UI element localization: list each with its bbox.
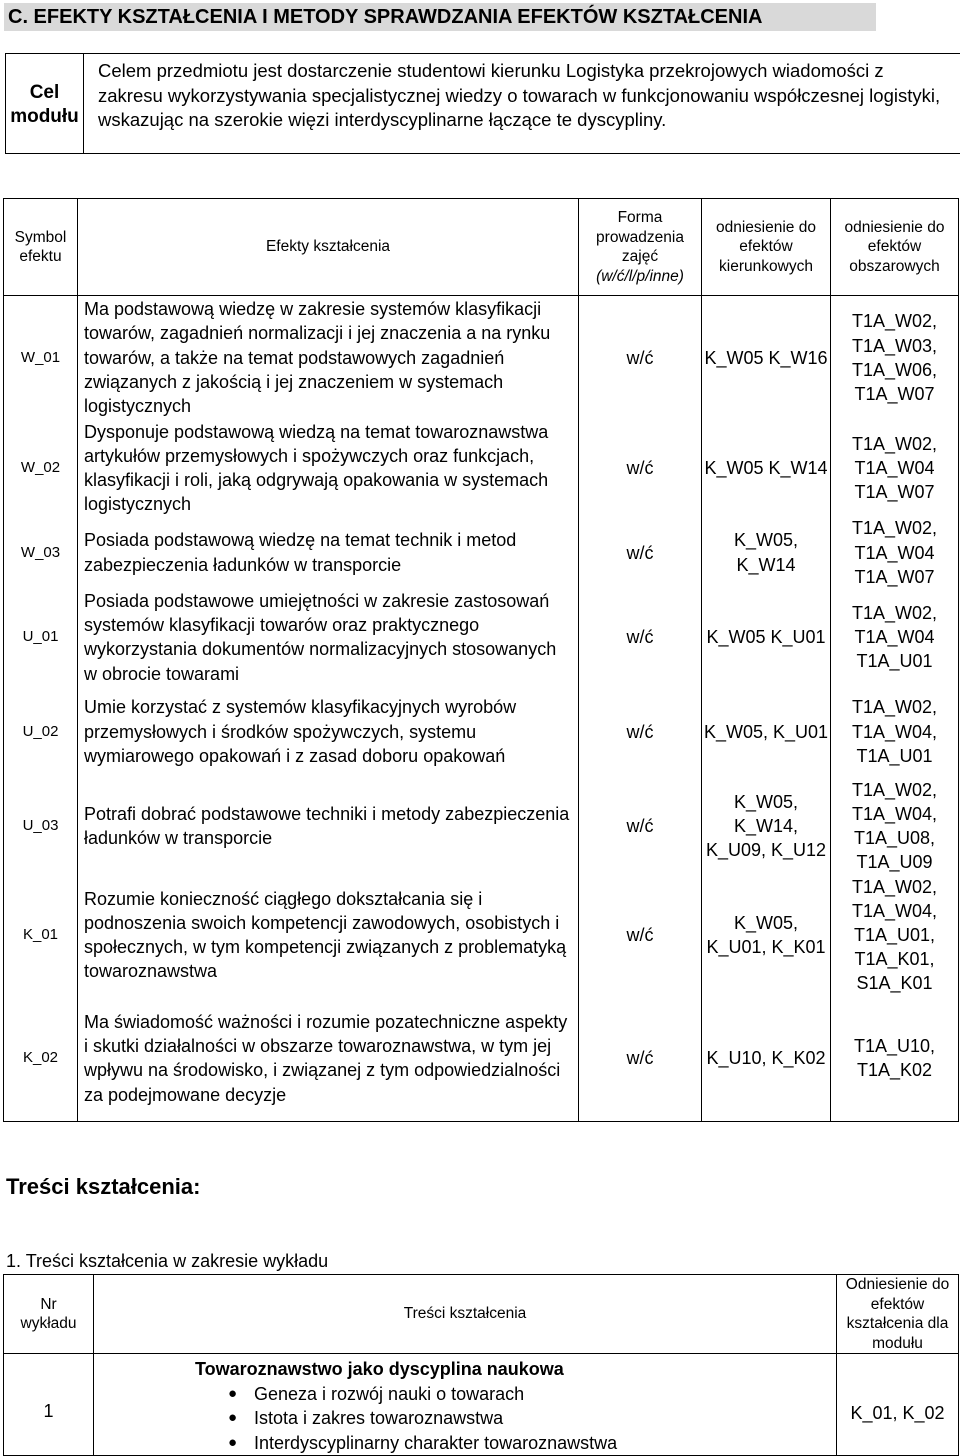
header-form-label: Forma prowadzenia zajęć <box>579 208 701 267</box>
effect-obszarowe-ref: T1A_W02, T1A_W04, T1A_U08, T1A_U09 <box>831 778 959 875</box>
effect-obszarowe-ref: T1A_U10, T1A_K02 <box>831 996 959 1122</box>
effect-row <box>4 420 959 517</box>
effect-form: w/ć <box>579 875 702 996</box>
effect-row <box>4 996 959 1122</box>
effect-kierunkowe-ref: K_W05 K_W16 <box>702 296 831 420</box>
effect-kierunkowe-ref: K_W05, K_U01, K_K01 <box>702 875 831 996</box>
lecture-title: Towaroznawstwo jako dyscyplina naukowa <box>94 1354 836 1382</box>
effect-symbol: U_03 <box>4 778 78 875</box>
effect-symbol: K_02 <box>4 996 78 1122</box>
lecture-content-table <box>3 1274 959 1456</box>
effect-obszarowe-ref: T1A_W02, T1A_W03, T1A_W06, T1A_W07 <box>831 296 959 420</box>
effect-form: w/ć <box>579 420 702 517</box>
lecture-content-body <box>4 1354 959 1456</box>
effect-symbol: K_01 <box>4 875 78 996</box>
effect-kierunkowe-ref: K_W05 K_U01 <box>702 589 831 686</box>
effect-description: Ma świadomość ważności i rozumie pozatechniczne aspekty i skutki działalności w obszarze towaroznawstwa, w tym jej wpływu na środowisko, i związanej z tym odpowiedzialności za podejmowane decyzje <box>78 996 579 1122</box>
header-lecture-odn: Odniesienie do efektów kształcenia dla modułu <box>837 1275 959 1354</box>
effect-form: w/ć <box>579 686 702 778</box>
effect-description: Posiada podstawową wiedzę na temat technik i metod zabezpieczenia ładunków w transporcie <box>78 516 579 589</box>
effect-symbol: U_01 <box>4 589 78 686</box>
effect-symbol: W_01 <box>4 296 78 420</box>
module-goal-text: Celem przedmiotu jest dostarczenie studentowi kierunku Logistyka przekrojowych wiadomości z zakresu wykorzystywania specjalistycznej wiedzy o towarach w funkcjonowaniu współczesnej logistyki, wskazując na szerokie więzi interdyscyplinarne łączące te dyscypliny. <box>84 54 960 154</box>
lecture-effects-ref: K_01, K_02 <box>837 1354 959 1456</box>
effect-description: Umie korzystać z systemów klasyfikacyjnych wyrobów przemysłowych i środków spożywczych, systemu wymiarowego opakowań i z zasad doboru opakowań <box>78 686 579 778</box>
header-form <box>579 199 702 296</box>
module-goal-table <box>5 53 960 154</box>
lecture-number: 1 <box>4 1354 94 1456</box>
lecture-topic-item: ● Interdyscyplinarny charakter towaroznawstwa <box>94 1431 836 1456</box>
effect-kierunkowe-ref: K_U10, K_K02 <box>702 996 831 1122</box>
effect-row <box>4 589 959 686</box>
effect-description: Rozumie konieczność ciągłego dokształcania się i podnoszenia swoich kompetencji zawodowych, osobistych i społecznych, w tym kompetencji związanych z problematyką towaroznawstwa <box>78 875 579 996</box>
effect-form: w/ć <box>579 516 702 589</box>
module-goal-label <box>6 54 84 154</box>
effect-obszarowe-ref: T1A_W02, T1A_W04 T1A_U01 <box>831 589 959 686</box>
effect-form: w/ć <box>579 996 702 1122</box>
effect-form: w/ć <box>579 296 702 420</box>
effect-symbol: W_02 <box>4 420 78 517</box>
effect-symbol: W_03 <box>4 516 78 589</box>
effect-symbol: U_02 <box>4 686 78 778</box>
effect-row <box>4 686 959 778</box>
effect-row <box>4 516 959 589</box>
header-kierunkowe: odniesienie do efektów kierunkowych <box>702 199 831 296</box>
effect-form: w/ć <box>579 589 702 686</box>
effect-kierunkowe-ref: K_W05, K_U01 <box>702 686 831 778</box>
header-effects: Efekty kształcenia <box>78 199 579 296</box>
effect-description: Posiada podstawowe umiejętności w zakresie zastosowań systemów klasyfikacji towarów oraz praktycznego wykorzystania dokumentów normalizacyjnych stosowanych w obrocie towarami <box>78 589 579 686</box>
effect-row <box>4 296 959 420</box>
header-symbol: Symbol efektu <box>4 199 78 296</box>
lecture-row <box>4 1354 959 1456</box>
module-goal-label-line2: modułu <box>6 105 83 129</box>
effect-description: Dysponuje podstawową wiedzą na temat towaroznawstwa artykułów przemysłowych i spożywczych oraz funkcjach, klasyfikacji i roli, jaką odgrywają opakowania w systemach logistycznych <box>78 420 579 517</box>
lecture-subheading: 1. Treści kształcenia w zakresie wykładu <box>6 1251 328 1272</box>
effect-obszarowe-ref: T1A_W02, T1A_W04 T1A_W07 <box>831 420 959 517</box>
effect-obszarowe-ref: T1A_W02, T1A_W04 T1A_W07 <box>831 516 959 589</box>
header-obszarowe: odniesienie do efektów obszarowych <box>831 199 959 296</box>
module-goal-label-line1: Cel <box>6 81 83 105</box>
learning-effects-table <box>3 198 959 1122</box>
header-lecture-nr: Nr wykładu <box>4 1275 94 1354</box>
lecture-topic-list <box>94 1382 836 1456</box>
effect-obszarowe-ref: T1A_W02, T1A_W04, T1A_U01, T1A_K01, S1A_K01 <box>831 875 959 996</box>
lecture-topic-item: ● Geneza i rozwój nauki o towarach <box>94 1382 836 1407</box>
effect-kierunkowe-ref: K_W05, K_W14 <box>702 516 831 589</box>
learning-effects-body <box>4 296 959 1122</box>
effect-row <box>4 875 959 996</box>
section-title: C. EFEKTY KSZTAŁCENIA I METODY SPRAWDZANIA EFEKTÓW KSZTAŁCENIA <box>4 3 876 31</box>
content-heading: Treści kształcenia: <box>6 1174 200 1200</box>
header-lecture-content: Treści kształcenia <box>94 1275 837 1354</box>
effect-obszarowe-ref: T1A_W02, T1A_W04, T1A_U01 <box>831 686 959 778</box>
effect-row <box>4 778 959 875</box>
lecture-content-cell <box>94 1354 837 1456</box>
header-form-sub: (w/ć/l/p/inne) <box>579 267 701 287</box>
lecture-topic-item: ● Istota i zakres towaroznawstwa <box>94 1406 836 1431</box>
effect-kierunkowe-ref: K_W05, K_W14, K_U09, K_U12 <box>702 778 831 875</box>
effect-description: Ma podstawową wiedzę w zakresie systemów klasyfikacji towarów, zagadnień normalizacji i jej znaczenia a na rynku towarów, a także na temat podstawowych zagadnień związanych z jakością i jej znaczeniem w systemach logistycznych <box>78 296 579 420</box>
effect-form: w/ć <box>579 778 702 875</box>
effect-description: Potrafi dobrać podstawowe techniki i metody zabezpieczenia ładunków w transporcie <box>78 778 579 875</box>
effect-kierunkowe-ref: K_W05 K_W14 <box>702 420 831 517</box>
